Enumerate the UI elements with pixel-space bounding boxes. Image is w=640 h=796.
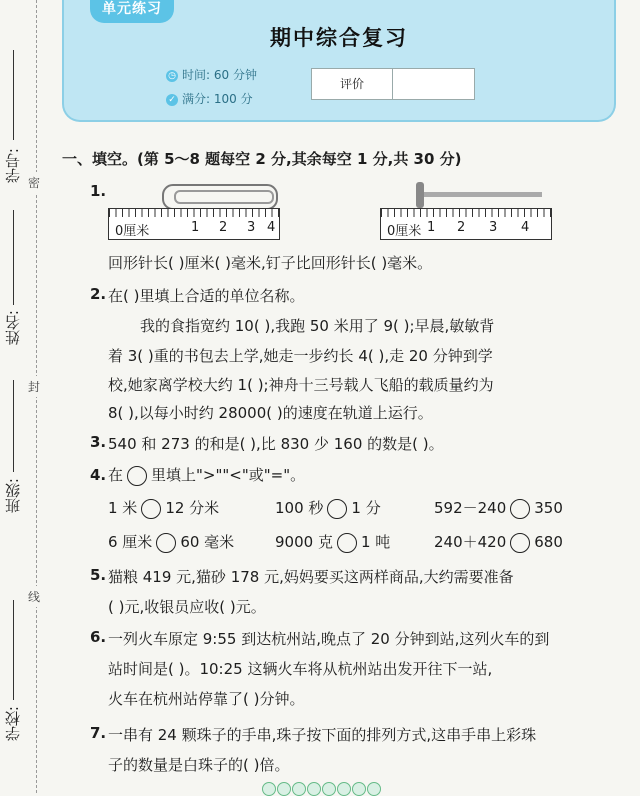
q4-r1-right-2: 1 分	[351, 499, 381, 517]
compare-circle[interactable]	[337, 533, 357, 553]
compare-circle-icon	[127, 466, 147, 486]
ruler-2	[380, 208, 552, 240]
q4-r2-left-2: 9000 克	[275, 533, 333, 551]
ruler-2-label-3: 3	[489, 220, 498, 235]
score-info	[166, 90, 253, 107]
header-banner	[62, 0, 616, 122]
q2-line-3: 校,她家离学校大约 1( );神舟十三号载人飞船的载质量约为	[108, 376, 494, 394]
q4-r1-left-2: 100 秒	[275, 499, 324, 517]
ruler-2-label-4: 4	[521, 220, 530, 235]
name-label: 姓名:	[4, 310, 22, 346]
ruler-1-label-4: 4	[267, 220, 276, 235]
bead-bracelet-illustration	[262, 782, 382, 796]
clock-icon: ◷	[166, 70, 178, 82]
q2-line-1: 我的食指宽约 10( ),我跑 50 米用了 9( );早晨,敏敏背	[140, 317, 495, 335]
time-text: 时间: 60 分钟	[182, 68, 257, 82]
cut-word-line: 线	[28, 586, 40, 607]
paperclip-icon	[162, 184, 278, 210]
q7-line-1: 一串有 24 颗珠子的手串,珠子按下面的排列方式,这串手串上彩珠	[108, 726, 537, 744]
ruler-2-label-0: 0厘米	[387, 224, 422, 239]
q4-r2-left-1: 6 厘米	[108, 533, 153, 551]
section-heading: 一、填空。(第 5～8 题每空 2 分,其余每空 1 分,共 30 分)	[62, 150, 462, 168]
q4-row-2-col-3	[434, 531, 563, 553]
q4-r1-left-1: 1 米	[108, 499, 138, 517]
q6-line-1: 一列火车原定 9:55 到达杭州站,晚点了 20 分钟到站,这列火车的到	[108, 630, 550, 648]
compare-circle[interactable]	[327, 499, 347, 519]
compare-circle[interactable]	[141, 499, 161, 519]
q4-row-2-col-1	[108, 531, 234, 553]
ruler-1-label-1: 1	[191, 220, 200, 235]
q6-line-2: 站时间是( )。10:25 这辆火车将从杭州站出发开往下一站,	[108, 660, 493, 678]
q7-line-2: 子的数量是白珠子的( )倍。	[108, 756, 290, 774]
q4-row-2-col-2	[275, 531, 390, 553]
compare-circle[interactable]	[156, 533, 176, 553]
time-info	[166, 66, 257, 83]
q4-row-1-col-2	[275, 497, 381, 519]
q4-r1-right-3: 350	[534, 499, 563, 517]
q4-row-1-col-3	[434, 497, 563, 519]
ruler-1-label-2: 2	[219, 220, 228, 235]
cut-word-seal: 密	[28, 172, 40, 193]
nail-head-icon	[416, 182, 424, 208]
q4-r2-left-3: 240＋420	[434, 533, 507, 551]
q3-number: 3.	[90, 433, 107, 451]
q3-text: 540 和 273 的和是( ),比 830 少 160 的数是( )。	[108, 435, 444, 453]
student-id-label: 学号:	[4, 148, 22, 184]
q2-line-2: 着 3( )重的书包去上学,她走一步约长 4( ),走 20 分钟到学	[108, 347, 493, 365]
check-icon: ✓	[166, 94, 178, 106]
name-line	[13, 210, 14, 305]
page-title: 期中综合复习	[270, 26, 408, 50]
compare-circle[interactable]	[510, 533, 530, 553]
q4-prompt-b: 里填上">""<"或"="。	[151, 466, 306, 484]
q4-r2-right-1: 60 毫米	[180, 533, 235, 551]
nail-shaft-icon	[424, 192, 542, 197]
q4-r2-right-2: 1 吨	[360, 533, 391, 551]
compare-circle[interactable]	[510, 499, 530, 519]
ruler-1-label-3: 3	[247, 220, 256, 235]
q2-line-4: 8( ),以每小时约 28000( )的速度在轨道上运行。	[108, 404, 433, 422]
q6-line-3: 火车在杭州站停靠了( )分钟。	[108, 690, 305, 708]
q5-number: 5.	[90, 566, 107, 584]
q1-number: 1.	[90, 182, 107, 200]
ruler-1-label-0: 0厘米	[115, 224, 150, 239]
binding-margin	[0, 0, 48, 793]
q5-line-2: ( )元,收银员应收( )元。	[108, 598, 266, 616]
q4-prompt	[108, 464, 305, 486]
evaluation-label: 评价	[312, 69, 393, 99]
q4-row-1-col-1	[108, 497, 219, 519]
ruler-1	[108, 208, 280, 240]
q4-number: 4.	[90, 466, 107, 484]
unit-tag: 单元练习	[90, 0, 174, 23]
ruler-2-label-1: 1	[427, 220, 436, 235]
school-line	[13, 600, 14, 700]
student-id-line	[13, 50, 14, 140]
q6-number: 6.	[90, 628, 107, 646]
school-label: 学校:	[4, 706, 22, 742]
q1-answer-line: 回形针长( )厘米( )毫米,钉子比回形针长( )毫米。	[108, 254, 433, 272]
q4-r2-right-3: 680	[534, 533, 563, 551]
score-text: 满分: 100 分	[182, 92, 253, 106]
evaluation-box	[311, 68, 475, 100]
class-line	[13, 380, 14, 472]
q4-r1-right-1: 12 分米	[165, 499, 220, 517]
q5-line-1: 猫粮 419 元,猫砂 178 元,妈妈要买这两样商品,大约需要准备	[108, 568, 514, 586]
q2-prompt: 在( )里填上合适的单位名称。	[108, 287, 305, 305]
q2-number: 2.	[90, 285, 107, 303]
q4-r1-left-3: 592－240	[434, 499, 507, 517]
cut-word-close: 封	[28, 376, 40, 397]
ruler-2-label-2: 2	[457, 220, 466, 235]
class-label: 班级:	[4, 478, 22, 514]
q4-prompt-a: 在	[108, 466, 124, 484]
q7-number: 7.	[90, 724, 107, 742]
